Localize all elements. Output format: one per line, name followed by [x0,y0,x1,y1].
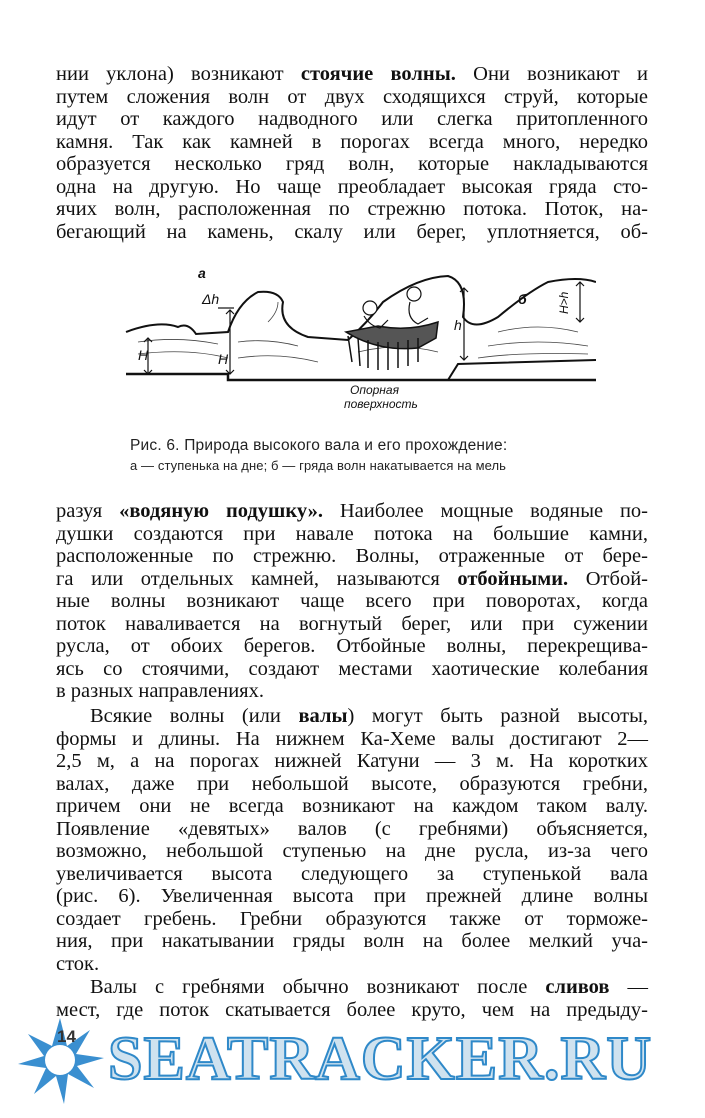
text-line: ния, при накатывании гряды волн на более мелкий уча- [56,930,648,952]
text-line: камня. Так как камней в порогах всегда много, нередко [56,130,648,153]
label-H-left: Н [138,347,149,363]
text-line: (рис. 6). Увеличенная высота при прежней длине волны [56,885,648,907]
text-line: русла, от обоих берегов. Отбойные волны, перекрещива- [56,635,648,657]
label-H-gt-h: Н>h [557,291,571,314]
text-line: увеличивается высота следующего за ступенькой вала [56,862,648,885]
label-a: а [198,265,206,281]
text-line: создает гребень. Гребни образуются также от торможе- [56,907,648,930]
text-line: разуя «водяную подушку». Наиболее мощные водяные по- [56,500,648,522]
label-delta-h: Δh [202,291,220,307]
text-line: причем они не всегда возникают на каждом таком валу. [56,795,648,817]
text-line: га или отдельных камней, называются отбойными. Отбой- [56,567,648,590]
paragraph-3 [56,705,648,975]
support-surface-label-1: Опорная [350,383,399,397]
text-line: Всякие волны (или валы) могут быть разной высоты, [90,705,648,727]
text-line: ячих волн, расположенная по стрежню потока. Поток, на- [56,198,648,220]
text-line: сток. [56,952,100,975]
label-h: h [454,317,462,333]
text-line: формы и длины. На нижнем Ка-Хеме валы достигают 2— [56,727,648,750]
support-surface-label-2: поверхность [344,397,418,411]
label-b: б [518,291,527,307]
text-line: бегающий на камень, скалу или берег, уплотняется, об- [56,220,648,243]
text-line: расположенные по стрежню. Волны, отраженные от бере- [56,545,648,567]
text-line: в разных направлениях. [56,680,264,702]
text-line: образуется несколько гряд волн, которые накладываются [56,153,648,175]
label-H-right: Н [218,351,229,367]
watermark-text: SEATRACKER.RU [108,1025,653,1093]
page-number: 14 [57,1027,76,1046]
text-line: 2,5 м, а на порогах нижней Катуни — 3 м. На коротких [56,750,648,772]
paragraph-2 [56,500,648,703]
text-line: мест, где поток скатывается более круто, чем на предыду- [56,998,648,1021]
paragraph-1 [56,63,648,243]
text-line: Появление «девятых» валов (с гребнями) объясняется, [56,817,648,840]
text-line: нии уклона) возникают стоячие волны. Они возникают и [56,63,648,85]
text-line: одна на другую. Но чаще преобладает высокая гряда сто- [56,175,648,198]
wave-figure [118,262,596,417]
figure-caption-legend: а — ступенька на дне; б — гряда волн накатывается на мель [130,458,507,473]
text-line: поток наваливается на вогнутый берег, или при сужении [56,612,648,635]
text-line: душки создаются при навале потока на большие камни, [56,522,648,545]
figure-caption-title: Рис. 6. Природа высокого вала и его прохождение: [130,437,508,454]
text-line: идут от каждого надводного или слегка притопленного [56,108,648,130]
text-line: возможно, небольшой ступенью на дне русла, из-за чего [56,840,648,862]
text-line: ные волны возникают чаще всего при поворотах, когда [56,590,648,612]
text-line: валах, даже при небольшой высоте, образуются гребни, [56,772,648,795]
text-line: Валы с гребнями обычно возникают после сливов — [90,976,649,998]
text-line: путем сложения волн от двух сходящихся струй, которые [56,85,648,108]
text-line: ясь со стоячими, создают местами хаотические колебания [56,657,648,680]
